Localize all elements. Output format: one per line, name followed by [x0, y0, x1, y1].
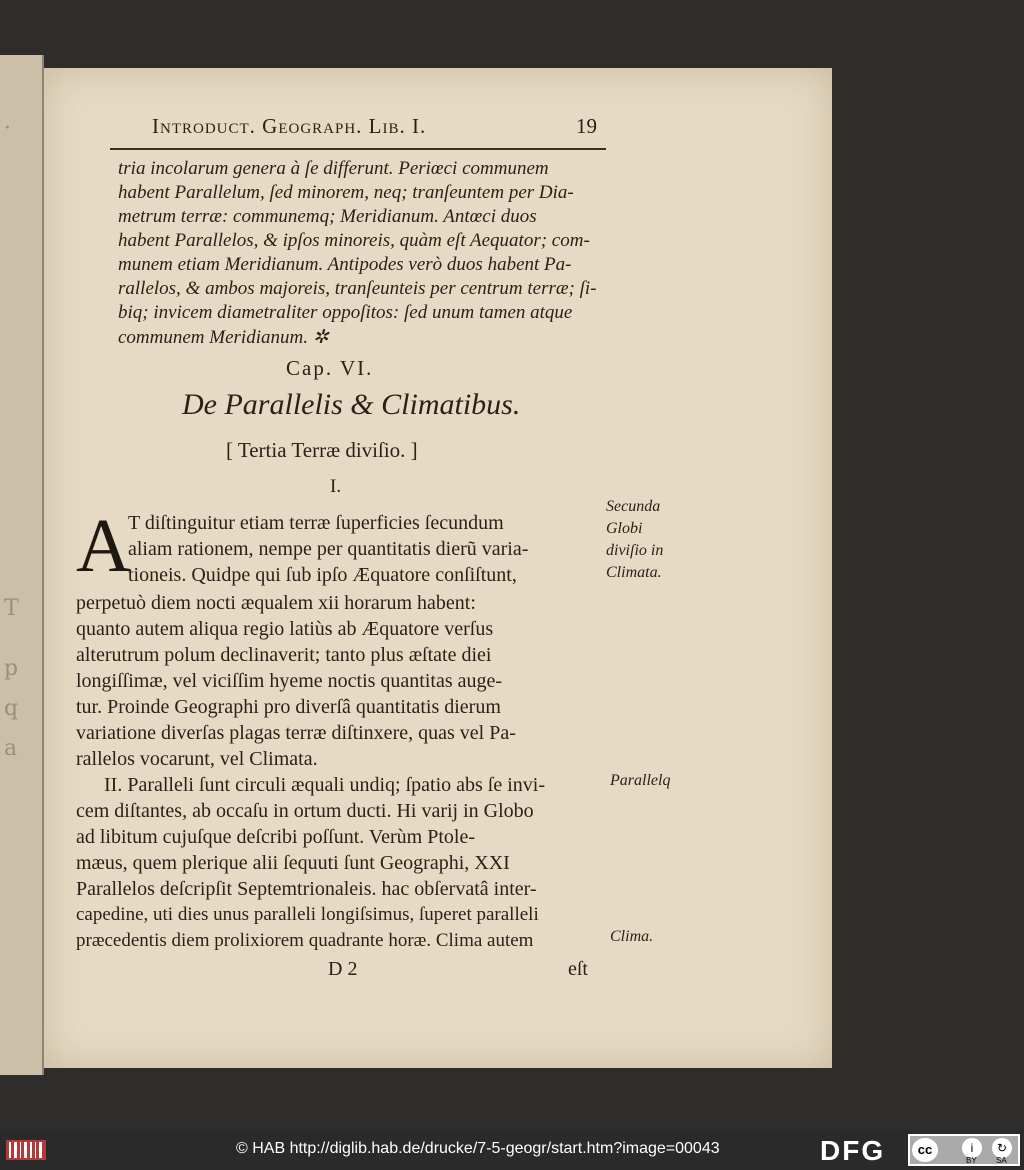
body-line: perpetuò diem nocti æqualem xii horarum habent: — [76, 592, 476, 614]
body-line: T diſtinguitur etiam terræ ſuperficies ſecundum — [128, 512, 504, 534]
share-alike-icon: ↻ — [992, 1138, 1012, 1158]
body-line: Parallelos deſcripſit Septemtrionaleis. hac obſervatâ inter- — [76, 878, 537, 900]
body-line: variatione diverſas plagas terræ diſtinxere, quas vel Pa- — [76, 722, 516, 744]
running-head: Introduct. Geograph. Lib. I. — [152, 114, 427, 138]
body-line: cem diſtantes, ab occaſu in ortum ducti. Hi varij in Globo — [76, 800, 534, 822]
intro-line: communem Meridianum. ✲ — [118, 327, 329, 348]
viewer-footer — [0, 1130, 1024, 1170]
intro-line: habent Parallelum, ſed minorem, neq; tranſeuntem per Dia- — [118, 182, 574, 203]
intro-line: metrum terræ: communemq; Meridianum. Antœci duos — [118, 206, 537, 227]
barcode-logo-icon — [6, 1137, 46, 1163]
margin-note: Parallelq — [610, 772, 671, 789]
intro-line: rallelos, & ambos majoreis, tranſeunteis per centrum terræ; ſi- — [118, 278, 597, 299]
margin-note: Clima. — [610, 928, 654, 945]
body-line: præcedentis diem prolixiorem quadrante horæ. Clima autem — [76, 930, 534, 951]
chapter-title: De Parallelis & Climatibus. — [182, 388, 521, 421]
attribution-icon: i — [962, 1138, 982, 1158]
intro-line: tria incolarum genera à ſe differunt. Periœci communem — [118, 158, 549, 179]
signature-mark: D 2 — [328, 958, 358, 980]
body-line: alterutrum polum declinaverit; tanto plus æſtate diei — [76, 644, 492, 666]
header-rule — [110, 148, 606, 150]
body-line: ad libitum cujuſque deſcribi poſſunt. Verùm Ptole- — [76, 826, 476, 848]
body-line: quanto autem aliqua regio latiùs ab Æquatore verſus — [76, 618, 494, 640]
body-line: II. Paralleli ſunt circuli æquali undiq; ſpatio abs ſe invi- — [104, 774, 546, 796]
section-number: I. — [330, 476, 342, 497]
page-number: 19 — [576, 114, 597, 138]
drop-cap: A — [76, 504, 131, 588]
catchword: eſt — [568, 958, 588, 980]
dfg-logo: DFG — [820, 1135, 886, 1166]
body-line: rallelos vocarunt, vel Climata. — [76, 748, 318, 770]
body-line: tur. Proinde Geographi pro diverſâ quantitatis dierum — [76, 696, 501, 718]
chapter-number: Cap. VI. — [286, 356, 374, 380]
cc-icon: cc — [912, 1138, 938, 1162]
margin-note-line: Secunda — [606, 498, 661, 515]
body-line: longiſſimæ, vel viciſſim hyeme noctis quantitas auge- — [76, 670, 503, 692]
body-line: mæus, quem plerique alii ſequuti ſunt Geographi, XXI — [76, 852, 510, 874]
by-label: BY — [966, 1156, 977, 1165]
body-line: tioneis. Quidpe qui ſub ipſo Æquatore conſiſtunt, — [128, 564, 517, 586]
intro-line: habent Parallelos, & ipſos minoreis, quàm eſt Aequator; com- — [118, 230, 590, 251]
body-line: aliam rationem, nempe per quantitatis dierũ varia- — [128, 538, 529, 560]
cc-license-badge[interactable] — [908, 1134, 1020, 1166]
intro-line: munem etiam Meridianum. Antipodes verò duos habent Pa- — [118, 254, 572, 275]
body-line: capedine, uti dies unus paralleli longiſsimus, ſuperet paralleli — [76, 904, 539, 925]
intro-line: biq; invicem diametraliter oppoſitos: ſed unum tamen atque — [118, 302, 573, 323]
margin-note-line: Globi — [606, 520, 643, 537]
margin-note-line: diviſio in — [606, 542, 664, 559]
copyright-link[interactable]: © HAB http://diglib.hab.de/drucke/7-5-geogr/start.htm?image=00043 — [236, 1140, 720, 1157]
previous-page-edge: · T p q a — [0, 55, 44, 1075]
division-label: [ Tertia Terræ diviſio. ] — [226, 438, 418, 462]
sa-label: SA — [996, 1156, 1007, 1165]
margin-note-line: Climata. — [606, 564, 662, 581]
